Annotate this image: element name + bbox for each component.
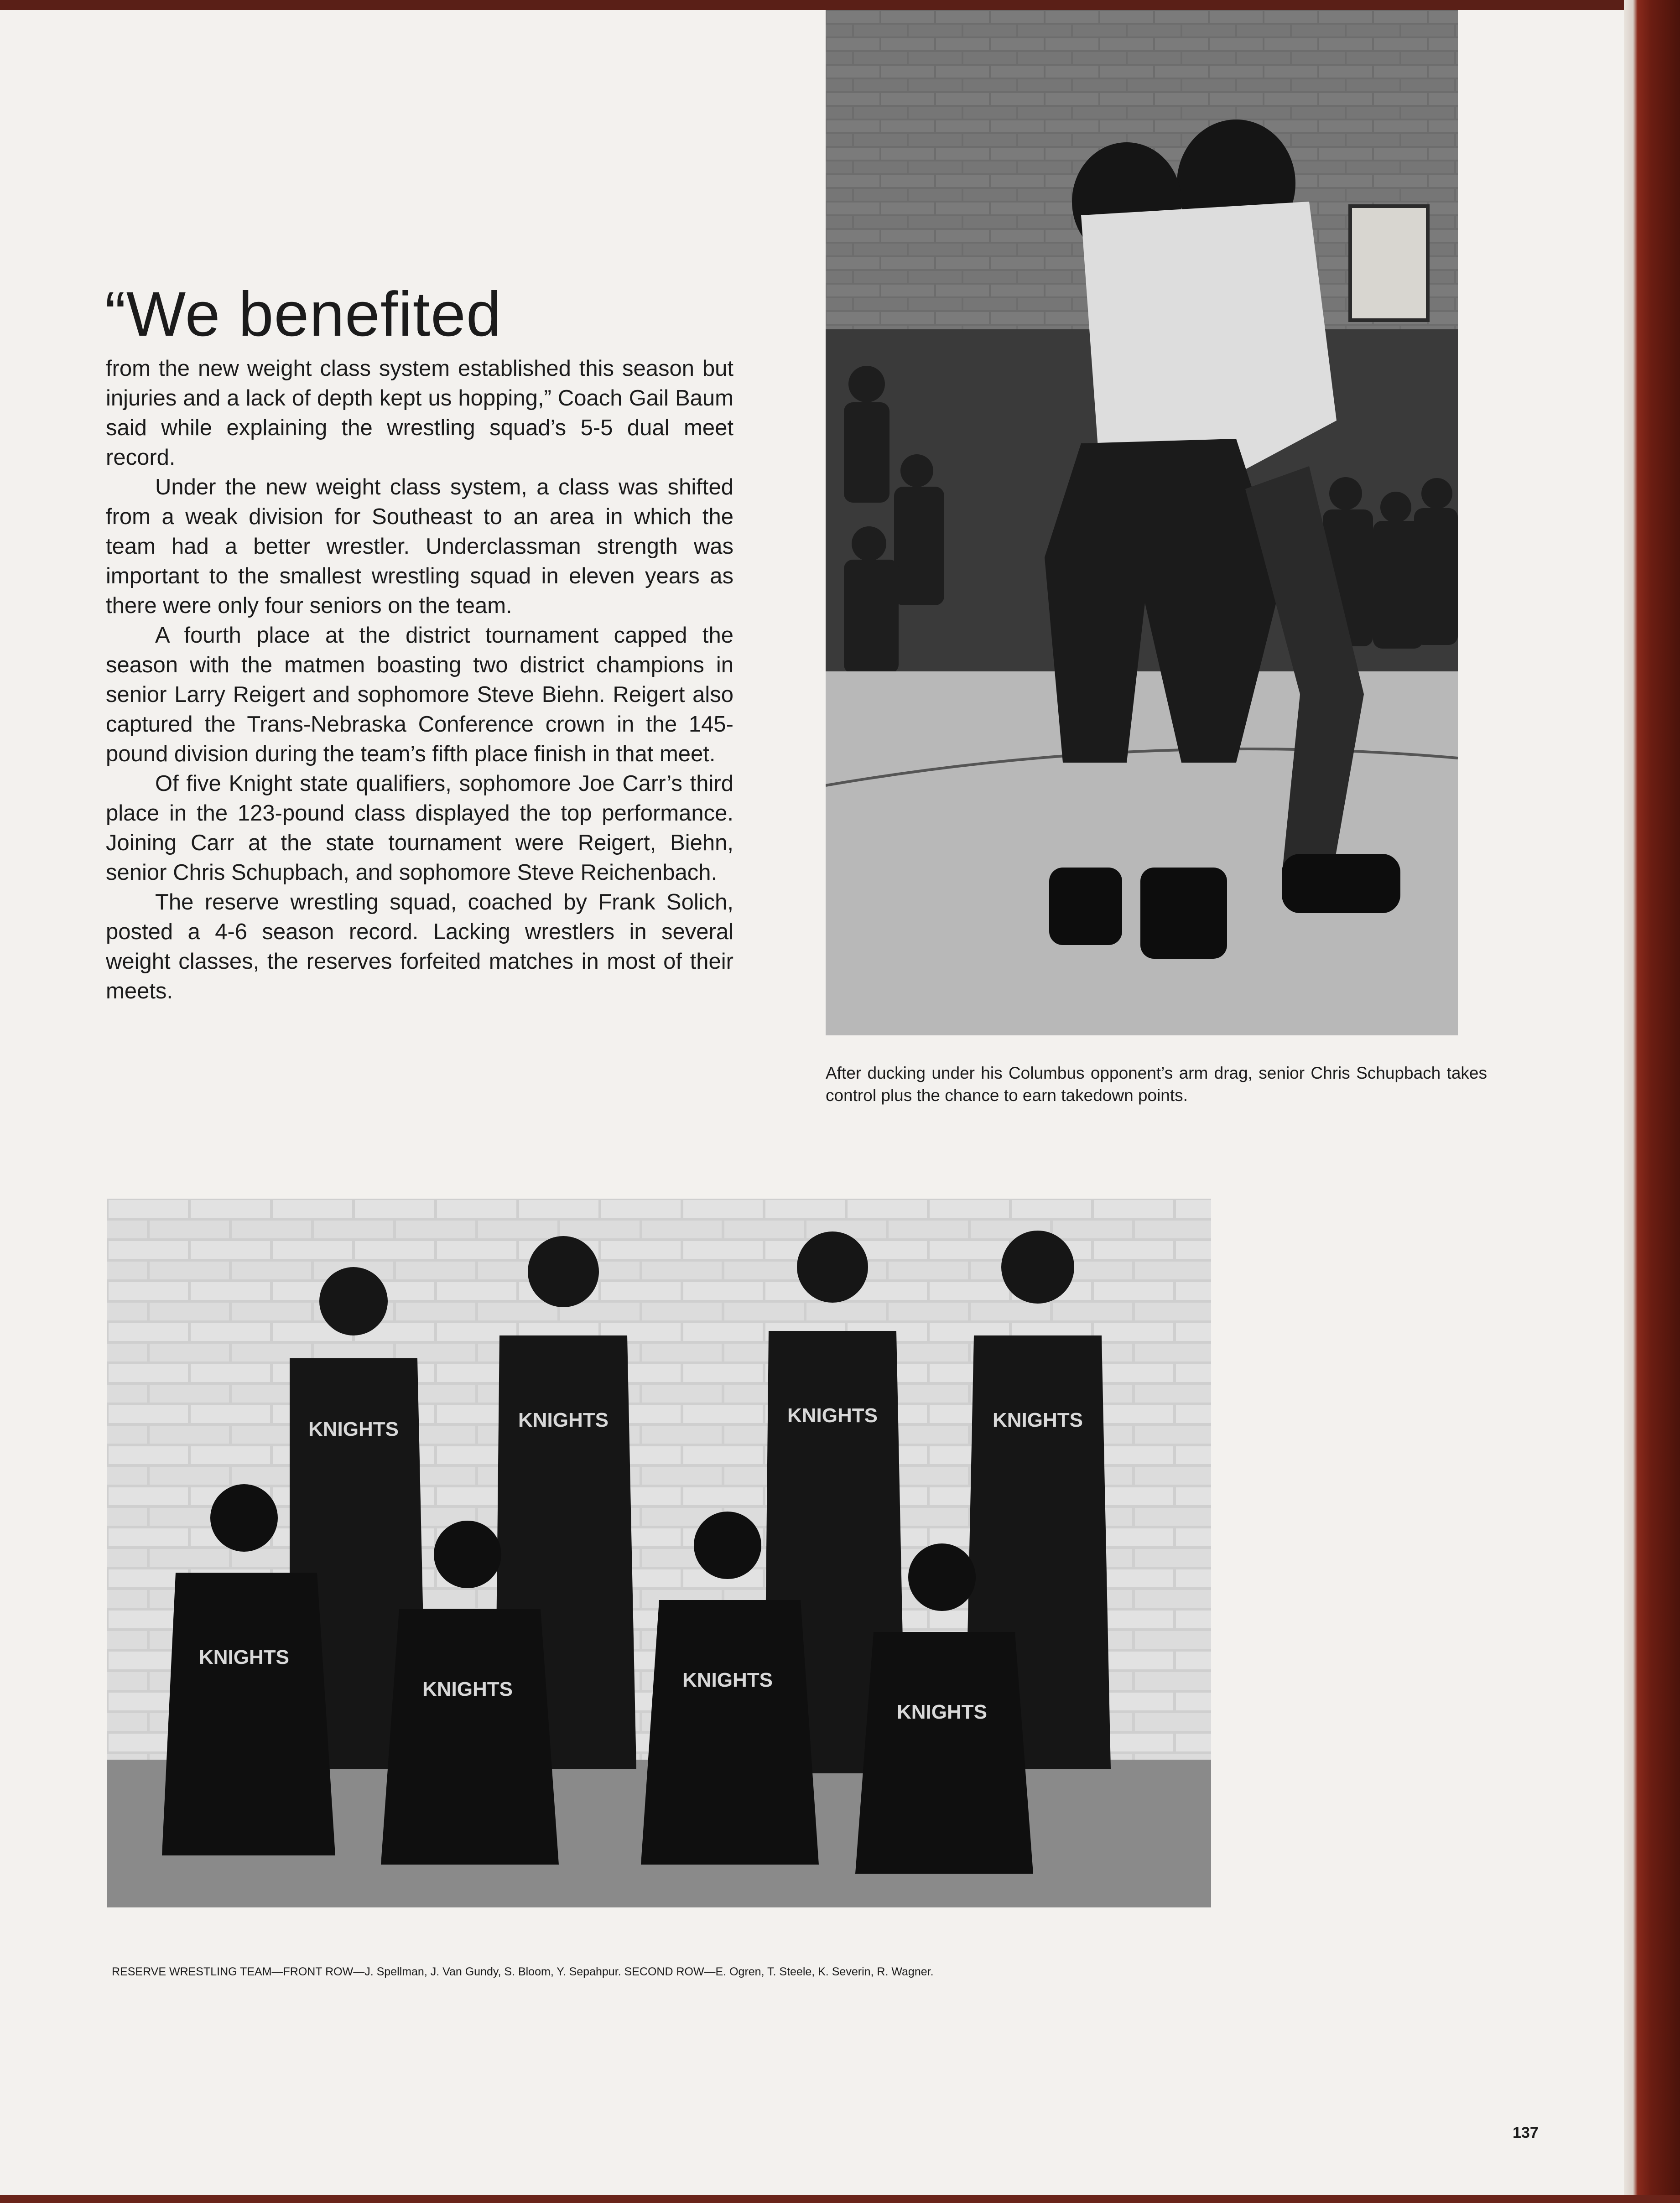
article-paragraph: The reserve wrestling squad, coached by Frank Solich, posted a 4-6 season record. Lacking wrestlers in several weight classes, the reserves forfeited matches in most of their meets. bbox=[106, 890, 733, 1003]
page-top-edge bbox=[0, 0, 1680, 10]
singlet-lettering: KNIGHTS bbox=[897, 1701, 987, 1723]
singlet-lettering: KNIGHTS bbox=[682, 1669, 773, 1691]
wrestling-action-photo bbox=[826, 10, 1458, 1035]
singlet-lettering: KNIGHTS bbox=[308, 1418, 399, 1440]
singlet-lettering: KNIGHTS bbox=[199, 1646, 289, 1668]
reserve-team-photo bbox=[107, 1199, 1211, 1907]
singlet-lettering: KNIGHTS bbox=[787, 1404, 878, 1427]
reserve-team-illustration bbox=[107, 1199, 1211, 1907]
headline: “We benefited bbox=[105, 279, 502, 349]
singlet-lettering: KNIGHTS bbox=[422, 1678, 513, 1700]
wrestling-action-illustration bbox=[826, 10, 1458, 1035]
article-paragraph: from the new weight class system established this season but injuries and a lack of depth kept us hopping,” Coach Gail Baum said while explaining the wrestling squad’s 5-5 dual meet record. bbox=[106, 356, 733, 470]
page-number: 137 bbox=[1513, 2124, 1539, 2141]
singlet-lettering: KNIGHTS bbox=[518, 1409, 609, 1431]
article-paragraph: Under the new weight class system, a class was shifted from a weak division for Southeast to an area in which the team had a better wrestler. Underclassman strength was important to the smallest wrestling squad in eleven years as there were only four seniors on the team. bbox=[106, 475, 733, 618]
page-bottom-edge bbox=[0, 2195, 1680, 2203]
article-body bbox=[106, 354, 733, 1006]
action-photo-caption: After ducking under his Columbus opponent’s arm drag, senior Chris Schupbach takes control plus the chance to earn takedown points. bbox=[826, 1064, 1487, 1105]
article-paragraph: A fourth place at the district tournament capped the season with the matmen boasting two district champions in senior Larry Reigert and sophomore Steve Biehn. Reigert also captured the Trans-Nebraska Conference crown in the 145-pound division during the team’s fifth place finish in that meet. bbox=[106, 623, 733, 766]
singlet-lettering: KNIGHTS bbox=[993, 1409, 1083, 1431]
article-paragraph: Of five Knight state qualifiers, sophomore Joe Carr’s third place in the 123-pound class displayed the top performance. Joining Carr at the state tournament were Reigert, Biehn, senior Chris Schupbach, and sophomore Steve Reichenbach. bbox=[106, 771, 733, 885]
team-photo-caption: RESERVE WRESTLING TEAM—FRONT ROW—J. Spellman, J. Van Gundy, S. Bloom, Y. Sepahpur. SECOND ROW—E. Ogren, T. Steele, K. Severin, R. Wagner. bbox=[112, 1965, 934, 1978]
book-spine bbox=[1624, 0, 1680, 2203]
